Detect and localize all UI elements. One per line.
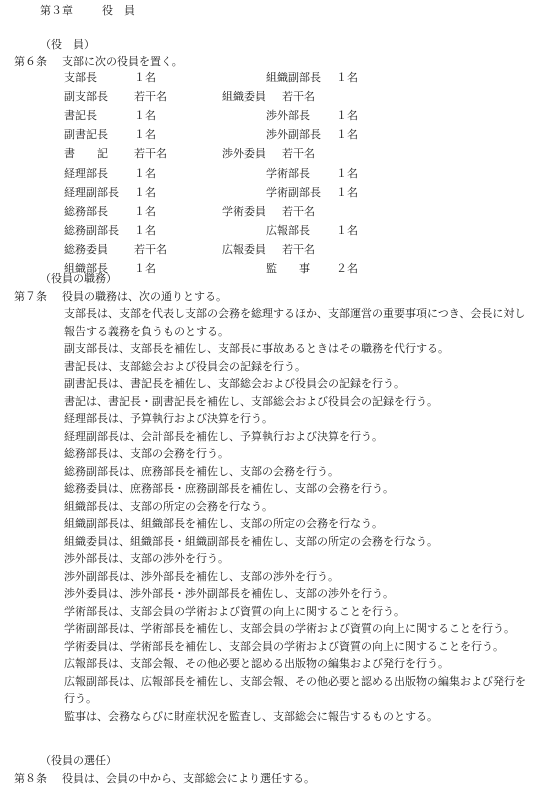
duty-item: 書記長は、支部総会および役員会の記録を行う。 bbox=[64, 359, 306, 373]
duty-item: 経理部長は、予算執行および決算を行う。 bbox=[64, 412, 273, 425]
officer-entry bbox=[266, 260, 358, 278]
officer-count: ２名 bbox=[336, 262, 358, 275]
article-7 bbox=[14, 288, 227, 306]
officer-title: 経理副部長 bbox=[64, 185, 119, 199]
officer-entry bbox=[64, 184, 156, 202]
officer-count: １名 bbox=[134, 185, 156, 199]
officer-title: 書 記 bbox=[64, 147, 108, 161]
officer-entry bbox=[64, 222, 156, 240]
officer-title: 経理部長 bbox=[64, 166, 108, 180]
duty-item: 支部長は、支部を代表し支部の会務を総理するほか、支部運営の重要事項につき、会長に対し報告する義務を負うものとする。 bbox=[64, 307, 526, 338]
officer-title: 総務委員 bbox=[64, 242, 108, 256]
officer-count: １名 bbox=[134, 166, 156, 180]
officer-title: 組織副部長 bbox=[266, 71, 321, 84]
duty-item: 総務副部長は、庶務部長を補佐し、支部の会務を行う。 bbox=[64, 464, 339, 478]
officer-title: 支部長 bbox=[64, 71, 97, 84]
officer-title: 学術副部長 bbox=[266, 185, 321, 199]
officer-title: 総務副部長 bbox=[64, 223, 119, 237]
article-8-text: 役員は、会員の中から、支部総会により選任する。 bbox=[62, 772, 315, 785]
chapter-title: 役 員 bbox=[102, 4, 135, 17]
duty-item: 渉外副部長は、渉外部長を補佐し、支部の渉外を行う。 bbox=[64, 569, 339, 583]
article-6 bbox=[14, 53, 183, 71]
officer-title: 副支部長 bbox=[64, 90, 108, 104]
officer-entry bbox=[222, 88, 315, 106]
officer-entry bbox=[266, 184, 358, 202]
officer-entry bbox=[222, 241, 315, 259]
duty-item: 組織委員は、組織部長・組織副部長を補佐し、支部の所定の会務を行なう。 bbox=[64, 534, 438, 548]
officer-entry bbox=[64, 126, 156, 144]
article-8-number: 第８条 bbox=[14, 772, 47, 785]
officer-title: 監 事 bbox=[266, 262, 310, 275]
officer-count: １名 bbox=[134, 71, 156, 84]
article-8 bbox=[14, 770, 315, 788]
duty-item: 渉外委員は、渉外部長・渉外副部長を補佐し、支部の渉外を行う。 bbox=[64, 587, 394, 600]
officer-entry bbox=[64, 203, 156, 221]
officer-title: 学術委員 bbox=[222, 204, 266, 218]
article-7-text: 役員の職務は、次の通りとする。 bbox=[62, 290, 227, 303]
officer-count: 若干名 bbox=[134, 242, 167, 256]
article-8-caption: （役員の選任） bbox=[40, 754, 117, 767]
officer-entry bbox=[64, 241, 167, 259]
officer-entry bbox=[222, 203, 315, 221]
duty-item: 渉外部長は、支部の渉外を行う。 bbox=[64, 552, 229, 565]
officer-count: １名 bbox=[336, 185, 358, 199]
article-7-caption: （役員の職務） bbox=[40, 272, 117, 285]
officer-count: 若干名 bbox=[282, 242, 315, 256]
officer-count: １名 bbox=[134, 109, 156, 123]
officer-title: 総務部長 bbox=[64, 204, 108, 218]
officer-entry bbox=[64, 107, 156, 125]
officer-count: 若干名 bbox=[282, 90, 315, 104]
officer-title: 広報部長 bbox=[266, 223, 310, 237]
article-6-caption: （役 員） bbox=[40, 38, 95, 51]
officer-count: １名 bbox=[336, 223, 358, 237]
officer-count: １名 bbox=[134, 262, 156, 275]
officer-count: １名 bbox=[134, 223, 156, 237]
duty-item: 監事は、会務ならびに財産状況を監査し、支部総会に報告するものとする。 bbox=[64, 709, 438, 723]
officer-count: １名 bbox=[134, 128, 156, 142]
officer-entry bbox=[266, 222, 358, 240]
duty-item: 副書記長は、書記長を補佐し、支部総会および役員会の記録を行う。 bbox=[64, 377, 405, 390]
duty-item: 副支部長は、支部長を補佐し、支部長に事故あるときはその職務を代行する。 bbox=[64, 342, 449, 355]
officer-count: 若干名 bbox=[282, 147, 315, 161]
duty-item: 総務委員は、庶務部長・庶務副部長を補佐し、支部の会務を行う。 bbox=[64, 482, 394, 495]
officer-title: 渉外部長 bbox=[266, 109, 310, 123]
officer-entry bbox=[64, 165, 156, 183]
article-6-text: 支部に次の役員を置く。 bbox=[62, 55, 183, 68]
duty-item: 学術副部長は、学術部長を補佐し、支部会員の学術および資質の向上に関することを行う。 bbox=[64, 622, 515, 635]
officer-count: １名 bbox=[336, 128, 358, 142]
officer-title: 渉外副部長 bbox=[266, 128, 321, 142]
duty-item: 学術委員は、学術部長を補佐し、支部会員の学術および資質の向上に関することを行う。 bbox=[64, 639, 504, 653]
duty-item: 学術部長は、支部会員の学術および資質の向上に関することを行う。 bbox=[64, 604, 405, 618]
officer-title: 組織部長 bbox=[64, 262, 108, 275]
duty-item: 組織副部長は、組織部長を補佐し、支部の所定の会務を行なう。 bbox=[64, 517, 383, 530]
article-7-number: 第７条 bbox=[14, 290, 47, 303]
duty-item: 広報部長は、支部会報、その他必要と認める出版物の編集および発行を行う。 bbox=[64, 657, 449, 670]
officer-entry bbox=[266, 69, 358, 87]
officer-count: １名 bbox=[336, 109, 358, 123]
duty-paragraphs bbox=[64, 305, 536, 725]
officer-entry bbox=[64, 145, 167, 163]
duty-item: 総務部長は、支部の会務を行う。 bbox=[64, 447, 229, 460]
duty-item: 書記は、書記長・副書記長を補佐し、支部総会および役員会の記録を行う。 bbox=[64, 394, 438, 408]
officer-entry bbox=[64, 69, 156, 87]
officer-count: 若干名 bbox=[134, 90, 167, 104]
officer-count: 若干名 bbox=[134, 147, 167, 161]
officer-title: 副書記長 bbox=[64, 128, 108, 142]
officer-title: 組織委員 bbox=[222, 90, 266, 104]
officer-title: 学術部長 bbox=[266, 166, 310, 180]
duty-item: 組織部長は、支部の所定の会務を行なう。 bbox=[64, 499, 273, 513]
officer-entry bbox=[266, 126, 358, 144]
officer-entry bbox=[266, 107, 358, 125]
officer-entry bbox=[266, 165, 358, 183]
article-6-number: 第６条 bbox=[14, 55, 47, 68]
officer-title: 書記長 bbox=[64, 109, 97, 123]
officer-entry bbox=[64, 88, 167, 106]
officer-title: 広報委員 bbox=[222, 242, 266, 256]
officer-count: １名 bbox=[134, 204, 156, 218]
chapter-number: 第３章 bbox=[40, 4, 73, 17]
officer-title: 渉外委員 bbox=[222, 147, 266, 161]
duty-item: 経理副部長は、会計部長を補佐し、予算執行および決算を行う。 bbox=[64, 429, 383, 443]
officer-entry bbox=[222, 145, 315, 163]
officer-count: １名 bbox=[336, 71, 358, 84]
officer-count: １名 bbox=[336, 166, 358, 180]
duty-item: 広報副部長は、広報部長を補佐し、支部会報、その他必要と認める出版物の編集および発行を行う。 bbox=[64, 674, 526, 705]
officer-count: 若干名 bbox=[282, 204, 315, 218]
chapter-heading bbox=[40, 2, 135, 20]
